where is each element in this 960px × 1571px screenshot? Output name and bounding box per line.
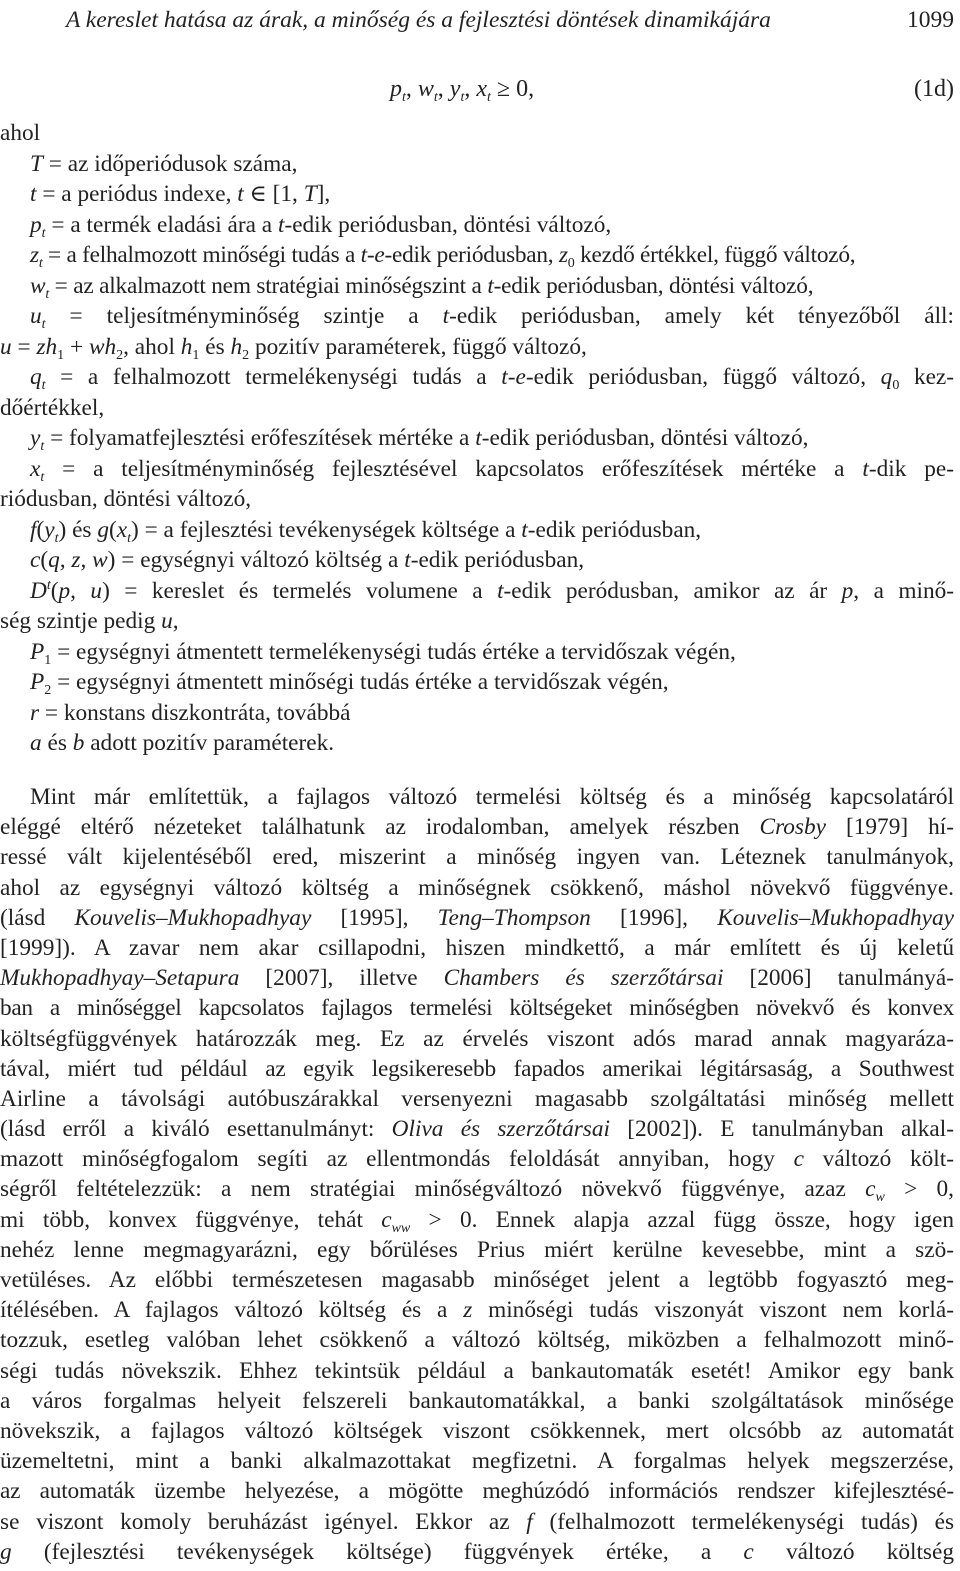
paragraph-line: ségi tudás növekszik. Ehhez tekintsük például a bankautomaták esetét! Amikor egy bank xyxy=(0,1357,954,1384)
paragraph-line: [1999]). A zavar nem akar csillapodni, hiszen mindkettő, a már említett és új keletű xyxy=(0,934,954,961)
definition-x-line1: $x_t = a$ teljesítményminőség fejlesztésével kapcsolatos erőfeszítések mértéke a t-dik pe- xyxy=(30,455,954,485)
definition-c: c(q, z, w) = egységnyi változó költség a t-edik periódusban, xyxy=(30,547,585,573)
definition-q-line2: dőértékkel, xyxy=(0,394,105,421)
body-paragraph xyxy=(0,782,954,1567)
paragraph-line: g (fejlesztési tevékenységek költsége) függvények értéke, a c változó költség xyxy=(0,1538,954,1565)
paragraph-line: költségfüggvények határozzák meg. Ez az érvelés viszont adós marad annak magyaráza- xyxy=(0,1025,954,1052)
definition-q-line1: $q_t = a$ felhalmozott termelékenységi tudás a t-e-edik periódusban, függő változó, $q_0$ kez- xyxy=(30,364,955,393)
definition-r: r = konstans diszkontráta, továbbá xyxy=(30,699,351,726)
paragraph-line: tozzuk, esetleg valóban lehet csökkenő a változó költség, miközben a felhalmozott minő- xyxy=(0,1327,954,1354)
definition-u-line1: $u_t$ = teljesítményminőség szintje a t-edik periódusban, amely két tényezőből áll: xyxy=(30,303,954,332)
equation-label: (1d) xyxy=(914,76,954,102)
paragraph-line: ségről feltételezzük: a nem stratégiai minőségváltozó növekvő függvénye, azaz $c_w > 0$, xyxy=(0,1176,954,1206)
definition-T: T = az időperiódusok száma, xyxy=(30,150,298,177)
definition-x-line2: riódusban, döntési változó, xyxy=(0,486,252,512)
definition-z: $z_t = a$ felhalmozott minőségi tudás a t-e-edik periódusban, $z_0$ kezdő értékkel, függő változó, xyxy=(30,242,856,271)
paragraph-line: Mint már említettük, a fajlagos változó termelési költség és a minőség kapcsolatáról xyxy=(30,784,954,810)
paragraph-line: Mukhopadhyay–Setapura [2007], illetve Chambers és szerzőtársai [2006] tanulmányá- xyxy=(0,965,955,992)
paragraph-line: ban a minőséggel kapcsolatos fajlagos termelési költségeket minőségben növekvő és konvex xyxy=(0,995,954,1022)
paragraph-line: növekszik, a fajlagos változó költségek viszont csökkennek, mert olcsóbb az automatát xyxy=(0,1417,954,1444)
paragraph-line: eléggé eltérő nézeteket találhatunk az irodalomban, amelyek részben Crosby [1979] hí- xyxy=(0,814,954,841)
paragraph-line: mazott minőségfogalom segíti az ellentmondás feloldását annyiban, hogy c változó költ- xyxy=(0,1146,954,1173)
paragraph-line: ahol az egységnyi változó költség a minőségnek csökkenő, máshol növekvő függvénye. xyxy=(0,874,954,901)
paragraph-line: mi több, konvex függvénye, tehát $c_{ww} > 0$. Ennek alapja azzal függ össze, hogy igen xyxy=(0,1206,954,1236)
paragraph-line: ressé vált kijelentéséből ered, miszerint a minőség ingyen van. Léteznek tanulmányok, xyxy=(0,844,954,871)
paragraph-line: (lásd Kouvelis–Mukhopadhyay [1995], Teng–Thompson [1996], Kouvelis–Mukhopadhyay xyxy=(0,904,954,931)
running-title: A kereslet hatása az árak, a minőség és a fejlesztési döntések dinamikájára xyxy=(66,7,771,33)
definition-P1: $P_1$ = egységnyi átmentett termelékenységi tudás értéke a tervidőszak végén, xyxy=(30,638,736,668)
paragraph-line: Airline a távolsági autóbuszárakkal versenyezni magasabb szolgáltatási minőség mellett xyxy=(0,1085,954,1112)
definition-w: $w_t$ = az alkalmazott nem stratégiai minőségszint a t-edik periódusban, döntési változó, xyxy=(30,272,814,302)
definition-D-line1: $D^t(p$, u) = kereslet és termelés volumene a t-edik peródusban, amikor az ár p, a minő- xyxy=(30,577,955,604)
definition-p: $p_t = a$ termék eladási ára a t-edik periódusban, döntési változó, xyxy=(30,211,612,241)
paragraph-line: vetüléses. Az előbbi természetesen magasabb minőséget jelent a legtöbb fogyasztó meg- xyxy=(0,1267,954,1293)
equation-expression: $p_t$, $w_t$, $y_t$, $x_t \ge 0$, xyxy=(390,76,535,105)
definition-ab: a és b adott pozitív paraméterek. xyxy=(30,730,335,756)
definition-t: t = a periódus indexe, t ∈ [1, T], xyxy=(30,181,331,207)
paragraph-line: ítélésében. A fajlagos változó költség és a z minőségi tudás viszonyát viszont nem korlá- xyxy=(0,1297,955,1324)
equation-relation: ≥ 0, xyxy=(496,76,535,102)
paragraph-line: az automaták üzembe helyezése, a mögötte meghúzódó információs rendszer kifejlesztésé- xyxy=(0,1478,954,1505)
definition-D-line2: ség szintje pedig u, xyxy=(0,608,179,634)
paragraph-line: tával, miért tud például az egyik legsikeresebb fapados amerikai légitársaság, a Southwest xyxy=(0,1055,954,1082)
paragraph-line: üzemeltetni, mint a banki alkalmazottakat megfizetni. A forgalmas helyek megszerzése, xyxy=(0,1448,954,1475)
definition-u-line2: $u = zh_1 + wh_2$, ahol $h_1$ és $h_2$ pozitív paraméterek, függő változó, xyxy=(0,333,587,363)
running-header xyxy=(66,0,954,40)
paragraph-line: nehéz lenne megmagyarázni, egy bőrüléses Prius miért kerülne kevesebbe, mint a szö- xyxy=(0,1236,954,1263)
definition-y: $y_t$ = folyamatfejlesztési erőfeszítések mértéke a t-edik periódusban, döntési változó, xyxy=(30,425,809,454)
definition-fg: $f(y_t)$ és $g(x_t) = a$ fejlesztési tevékenységek költsége a t-edik periódusban, xyxy=(30,516,702,546)
paragraph-line: (lásd erről a kiváló esettanulmányt: Oliva és szerzőtársai [2002]). E tanulmányban alkal- xyxy=(0,1116,954,1143)
paragraph-line: a város forgalmas helyeit felszereli bankautomatákkal, a banki szolgáltatások minősége xyxy=(0,1387,954,1414)
paragraph-line: se viszont komoly beruházást igényel. Ekkor az f (felhalmozott termelékenységi tudás) és xyxy=(0,1508,955,1535)
definitions-intro: ahol xyxy=(0,120,41,146)
equation-1d xyxy=(0,72,954,106)
definition-P2: $P_2$ = egységnyi átmentett minőségi tudás értéke a tervidőszak végén, xyxy=(30,669,669,698)
page-number: 1099 xyxy=(907,7,954,33)
definitions-list xyxy=(0,118,954,759)
